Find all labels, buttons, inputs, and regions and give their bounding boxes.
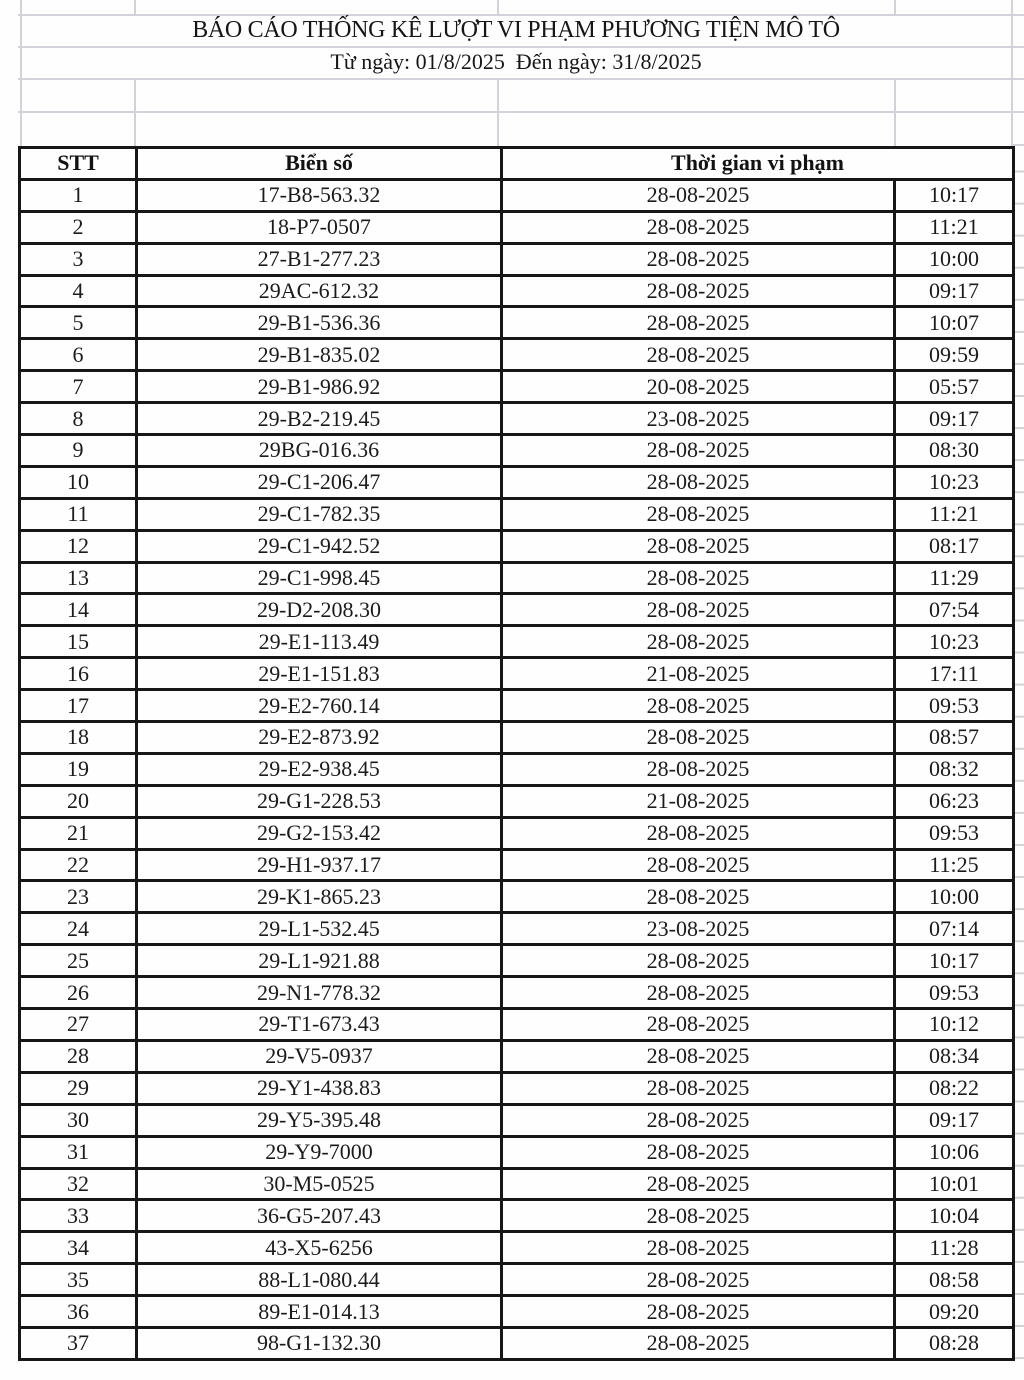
cell-date: 28-08-2025 [502,1104,895,1136]
cell-plate: 29-C1-942.52 [137,530,502,562]
cell-stt: 35 [20,1264,137,1296]
cell-plate: 18-P7-0507 [137,211,502,243]
report-date-range: Từ ngày: 01/8/2025 Đến ngày: 31/8/2025 [330,49,702,74]
cell-time: 09:17 [895,275,1014,307]
table-row [20,1136,1014,1168]
table-row [20,275,1014,307]
cell-time: 11:29 [895,562,1014,594]
header-plate: Biển số [137,148,502,180]
cell-time: 06:23 [895,785,1014,817]
cell-date: 21-08-2025 [502,785,895,817]
cell-stt: 8 [20,403,137,435]
table-row [20,307,1014,339]
cell-plate: 29-T1-673.43 [137,1009,502,1041]
header-violation-time: Thời gian vi phạm [502,148,1014,180]
table-row [20,690,1014,722]
cell-plate: 98-G1-132.30 [137,1327,502,1359]
cell-date: 28-08-2025 [502,594,895,626]
cell-stt: 33 [20,1200,137,1232]
table-row [20,1232,1014,1264]
table-row [20,1200,1014,1232]
cell-date: 28-08-2025 [502,562,895,594]
table-row [20,658,1014,690]
cell-stt: 18 [20,722,137,754]
cell-stt: 23 [20,881,137,913]
cell-date: 28-08-2025 [502,1200,895,1232]
cell-plate: 29-C1-998.45 [137,562,502,594]
cell-date: 28-08-2025 [502,817,895,849]
table-row [20,1296,1014,1328]
cell-plate: 29-B1-536.36 [137,307,502,339]
table-body [20,179,1014,1359]
cell-date: 28-08-2025 [502,1136,895,1168]
cell-stt: 37 [20,1327,137,1359]
table-row [20,881,1014,913]
cell-date: 28-08-2025 [502,722,895,754]
cell-stt: 26 [20,977,137,1009]
cell-date: 20-08-2025 [502,371,895,403]
cell-date: 23-08-2025 [502,913,895,945]
cell-plate: 29-N1-778.32 [137,977,502,1009]
cell-date: 28-08-2025 [502,1296,895,1328]
cell-time: 11:21 [895,498,1014,530]
cell-stt: 20 [20,785,137,817]
cell-plate: 17-B8-563.32 [137,179,502,211]
cell-stt: 22 [20,849,137,881]
table-row [20,594,1014,626]
table-row [20,562,1014,594]
cell-date: 28-08-2025 [502,211,895,243]
cell-stt: 15 [20,626,137,658]
cell-time: 10:00 [895,243,1014,275]
table-row [20,1168,1014,1200]
cell-time: 10:17 [895,179,1014,211]
cell-stt: 25 [20,945,137,977]
violations-table [18,146,1015,1361]
cell-time: 08:32 [895,753,1014,785]
cell-time: 08:34 [895,1040,1014,1072]
table-row [20,1009,1014,1041]
table-row [20,498,1014,530]
cell-stt: 17 [20,690,137,722]
cell-time: 11:25 [895,849,1014,881]
cell-time: 09:59 [895,339,1014,371]
cell-date: 28-08-2025 [502,1327,895,1359]
cell-time: 09:17 [895,403,1014,435]
cell-date: 28-08-2025 [502,690,895,722]
table-row [20,753,1014,785]
cell-stt: 28 [20,1040,137,1072]
cell-plate: 29-B1-986.92 [137,371,502,403]
cell-date: 28-08-2025 [502,435,895,467]
table-row [20,722,1014,754]
cell-time: 05:57 [895,371,1014,403]
cell-stt: 1 [20,179,137,211]
table-row [20,403,1014,435]
cell-date: 23-08-2025 [502,403,895,435]
cell-plate: 30-M5-0525 [137,1168,502,1200]
cell-stt: 27 [20,1009,137,1041]
cell-time: 08:30 [895,435,1014,467]
cell-date: 28-08-2025 [502,243,895,275]
cell-date: 28-08-2025 [502,1232,895,1264]
cell-time: 07:54 [895,594,1014,626]
table-row [20,849,1014,881]
cell-time: 10:00 [895,881,1014,913]
cell-time: 09:20 [895,1296,1014,1328]
cell-time: 10:06 [895,1136,1014,1168]
cell-time: 10:23 [895,626,1014,658]
cell-time: 09:53 [895,690,1014,722]
cell-stt: 29 [20,1072,137,1104]
cell-plate: 29-E2-760.14 [137,690,502,722]
table-row [20,785,1014,817]
cell-stt: 16 [20,658,137,690]
cell-plate: 29-E2-873.92 [137,722,502,754]
table-row [20,945,1014,977]
cell-plate: 29-E1-151.83 [137,658,502,690]
cell-plate: 29-K1-865.23 [137,881,502,913]
cell-time: 10:01 [895,1168,1014,1200]
table-row [20,530,1014,562]
cell-plate: 36-G5-207.43 [137,1200,502,1232]
cell-date: 28-08-2025 [502,275,895,307]
cell-date: 28-08-2025 [502,1040,895,1072]
cell-stt: 34 [20,1232,137,1264]
cell-date: 28-08-2025 [502,626,895,658]
table-row [20,913,1014,945]
cell-stt: 3 [20,243,137,275]
cell-date: 28-08-2025 [502,1072,895,1104]
cell-plate: 29-H1-937.17 [137,849,502,881]
cell-time: 08:17 [895,530,1014,562]
header-stt: STT [20,148,137,180]
cell-date: 28-08-2025 [502,307,895,339]
cell-time: 09:53 [895,977,1014,1009]
table-row [20,371,1014,403]
cell-date: 21-08-2025 [502,658,895,690]
cell-time: 17:11 [895,658,1014,690]
table-row [20,1040,1014,1072]
table-row [20,179,1014,211]
table-row [20,466,1014,498]
table-row [20,1264,1014,1296]
cell-stt: 6 [20,339,137,371]
cell-plate: 29-G1-228.53 [137,785,502,817]
table-row [20,211,1014,243]
cell-plate: 88-L1-080.44 [137,1264,502,1296]
cell-date: 28-08-2025 [502,849,895,881]
cell-plate: 29-L1-532.45 [137,913,502,945]
table-row [20,626,1014,658]
table-row [20,1327,1014,1359]
cell-time: 11:28 [895,1232,1014,1264]
cell-time: 09:53 [895,817,1014,849]
cell-plate: 27-B1-277.23 [137,243,502,275]
cell-stt: 10 [20,466,137,498]
cell-time: 10:07 [895,307,1014,339]
cell-time: 08:58 [895,1264,1014,1296]
cell-time: 08:28 [895,1327,1014,1359]
cell-time: 08:57 [895,722,1014,754]
table-row [20,243,1014,275]
cell-time: 10:12 [895,1009,1014,1041]
cell-date: 28-08-2025 [502,881,895,913]
cell-time: 10:04 [895,1200,1014,1232]
table-row [20,1072,1014,1104]
cell-plate: 29-Y5-395.48 [137,1104,502,1136]
report-title: BÁO CÁO THỐNG KÊ LƯỢT VI PHẠM PHƯƠNG TIỆN MÔ TÔ [192,17,840,43]
table-row [20,435,1014,467]
cell-date: 28-08-2025 [502,179,895,211]
cell-time: 08:22 [895,1072,1014,1104]
cell-plate: 29-C1-206.47 [137,466,502,498]
cell-stt: 7 [20,371,137,403]
cell-time: 11:21 [895,211,1014,243]
table-row [20,977,1014,1009]
cell-date: 28-08-2025 [502,945,895,977]
cell-stt: 21 [20,817,137,849]
cell-date: 28-08-2025 [502,1009,895,1041]
table-row [20,1104,1014,1136]
cell-stt: 14 [20,594,137,626]
cell-date: 28-08-2025 [502,530,895,562]
cell-stt: 11 [20,498,137,530]
cell-plate: 89-E1-014.13 [137,1296,502,1328]
cell-plate: 29-V5-0937 [137,1040,502,1072]
cell-date: 28-08-2025 [502,498,895,530]
cell-stt: 5 [20,307,137,339]
cell-stt: 19 [20,753,137,785]
cell-time: 07:14 [895,913,1014,945]
cell-stt: 2 [20,211,137,243]
cell-plate: 29-B2-219.45 [137,403,502,435]
cell-date: 28-08-2025 [502,1264,895,1296]
cell-stt: 36 [20,1296,137,1328]
cell-date: 28-08-2025 [502,753,895,785]
cell-plate: 29-E1-113.49 [137,626,502,658]
cell-plate: 29-G2-153.42 [137,817,502,849]
table-row [20,339,1014,371]
cell-date: 28-08-2025 [502,466,895,498]
cell-plate: 29-B1-835.02 [137,339,502,371]
cell-stt: 24 [20,913,137,945]
cell-plate: 29AC-612.32 [137,275,502,307]
cell-stt: 4 [20,275,137,307]
cell-plate: 29BG-016.36 [137,435,502,467]
cell-plate: 29-E2-938.45 [137,753,502,785]
cell-date: 28-08-2025 [502,1168,895,1200]
cell-stt: 32 [20,1168,137,1200]
table-row [20,817,1014,849]
cell-time: 10:17 [895,945,1014,977]
cell-plate: 29-C1-782.35 [137,498,502,530]
cell-plate: 43-X5-6256 [137,1232,502,1264]
cell-date: 28-08-2025 [502,339,895,371]
table-header-row [20,148,1014,180]
cell-stt: 13 [20,562,137,594]
cell-plate: 29-Y9-7000 [137,1136,502,1168]
cell-plate: 29-D2-208.30 [137,594,502,626]
cell-stt: 12 [20,530,137,562]
cell-stt: 9 [20,435,137,467]
cell-date: 28-08-2025 [502,977,895,1009]
cell-stt: 31 [20,1136,137,1168]
cell-plate: 29-L1-921.88 [137,945,502,977]
cell-time: 09:17 [895,1104,1014,1136]
cell-time: 10:23 [895,466,1014,498]
cell-stt: 30 [20,1104,137,1136]
cell-plate: 29-Y1-438.83 [137,1072,502,1104]
